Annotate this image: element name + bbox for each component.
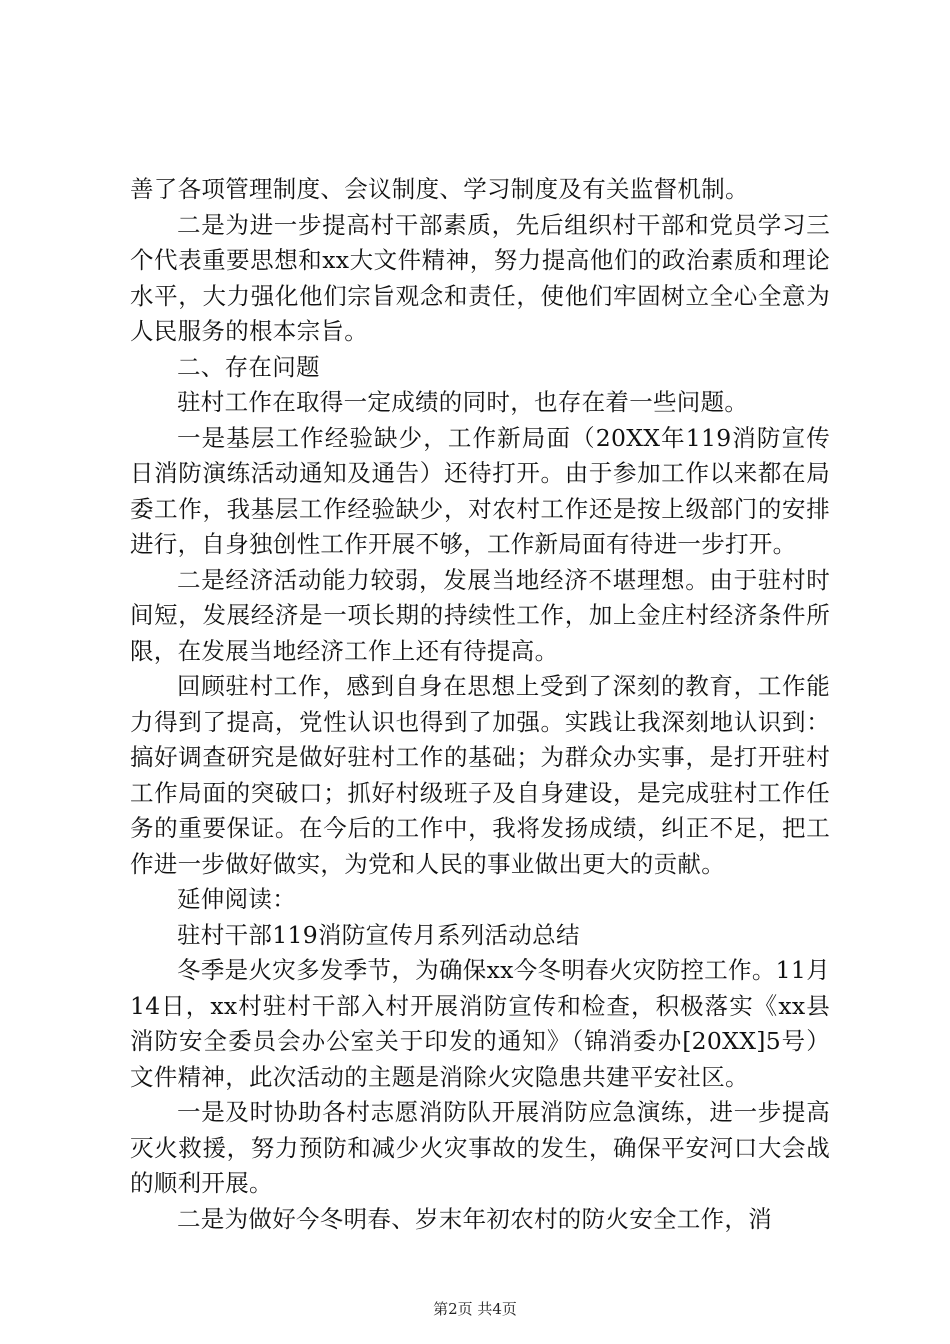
paragraph-7: 回顾驻村工作，感到自身在思想上受到了深刻的教育，工作能力得到了提高，党性认识也得到了加强。实践让我深刻地认识到：搞好调查研究是做好驻村工作的基础；为群众办实事，是打开驻村工作局面的突破口；抓好村级班子及自身建设，是完成驻村工作任务的重要保证。在今后的工作中，我将发扬成绩，纠正不足，把工作进一步做好做实，为党和人民的事业做出更大的贡献。 [130, 672, 830, 878]
paragraph-6: 二是经济活动能力较弱，发展当地经济不堪理想。由于驻村时间短，发展经济是一项长期的持续性工作，加上金庄村经济条件所限，在发展当地经济工作上还有待提高。 [130, 565, 830, 665]
paragraph-12: 二是为做好今冬明春、岁末年初农村的防火安全工作，消 [177, 1204, 772, 1233]
paragraph-2: 二是为进一步提高村干部素质，先后组织村干部和党员学习三个代表重要思想和xx大文件精神，努力提高他们的政治素质和理论水平，大力强化他们宗旨观念和责任，使他们牢固树立全心全意为人民服务的根本宗旨。 [130, 210, 830, 345]
page-number-footer: 第2页 共4页 [433, 1300, 517, 1318]
section-heading-problems: 二、存在问题 [177, 352, 320, 381]
paragraph-11: 一是及时协助各村志愿消防队开展消防应急演练，进一步提高灭火救援，努力预防和减少火灾事故的发生，确保平安河口大会战的顺利开展。 [130, 1098, 830, 1197]
extended-reading-title: 驻村干部119消防宣传月系列活动总结 [177, 920, 580, 949]
extended-reading-label: 延伸阅读： [177, 885, 296, 913]
paragraph-5: 一是基层工作经验缺少，工作新局面（20XX年119消防宣传日消防演练活动通知及通告）还待打开。由于参加工作以来都在局委工作，我基层工作经验缺少，对农村工作还是按上级部门的安排进行，自身独创性工作开展不够，工作新局面有待进一步打开。 [130, 423, 830, 558]
paragraph-4: 驻村工作在取得一定成绩的同时，也存在着一些问题。 [177, 388, 749, 416]
paragraph-10: 冬季是火灾多发季节，为确保xx今冬明春火灾防控工作。11月14日，xx村驻村干部入村开展消防宣传和检查，积极落实《xx县消防安全委员会办公室关于印发的通知》（锦消委办[20XX]5号）文件精神，此次活动的主题是消除火灾隐患共建平安社区。 [130, 956, 830, 1091]
document-body [130, 172, 830, 1237]
paragraph-1: 善了各项管理制度、会议制度、学习制度及有关监督机制。 [130, 175, 749, 203]
